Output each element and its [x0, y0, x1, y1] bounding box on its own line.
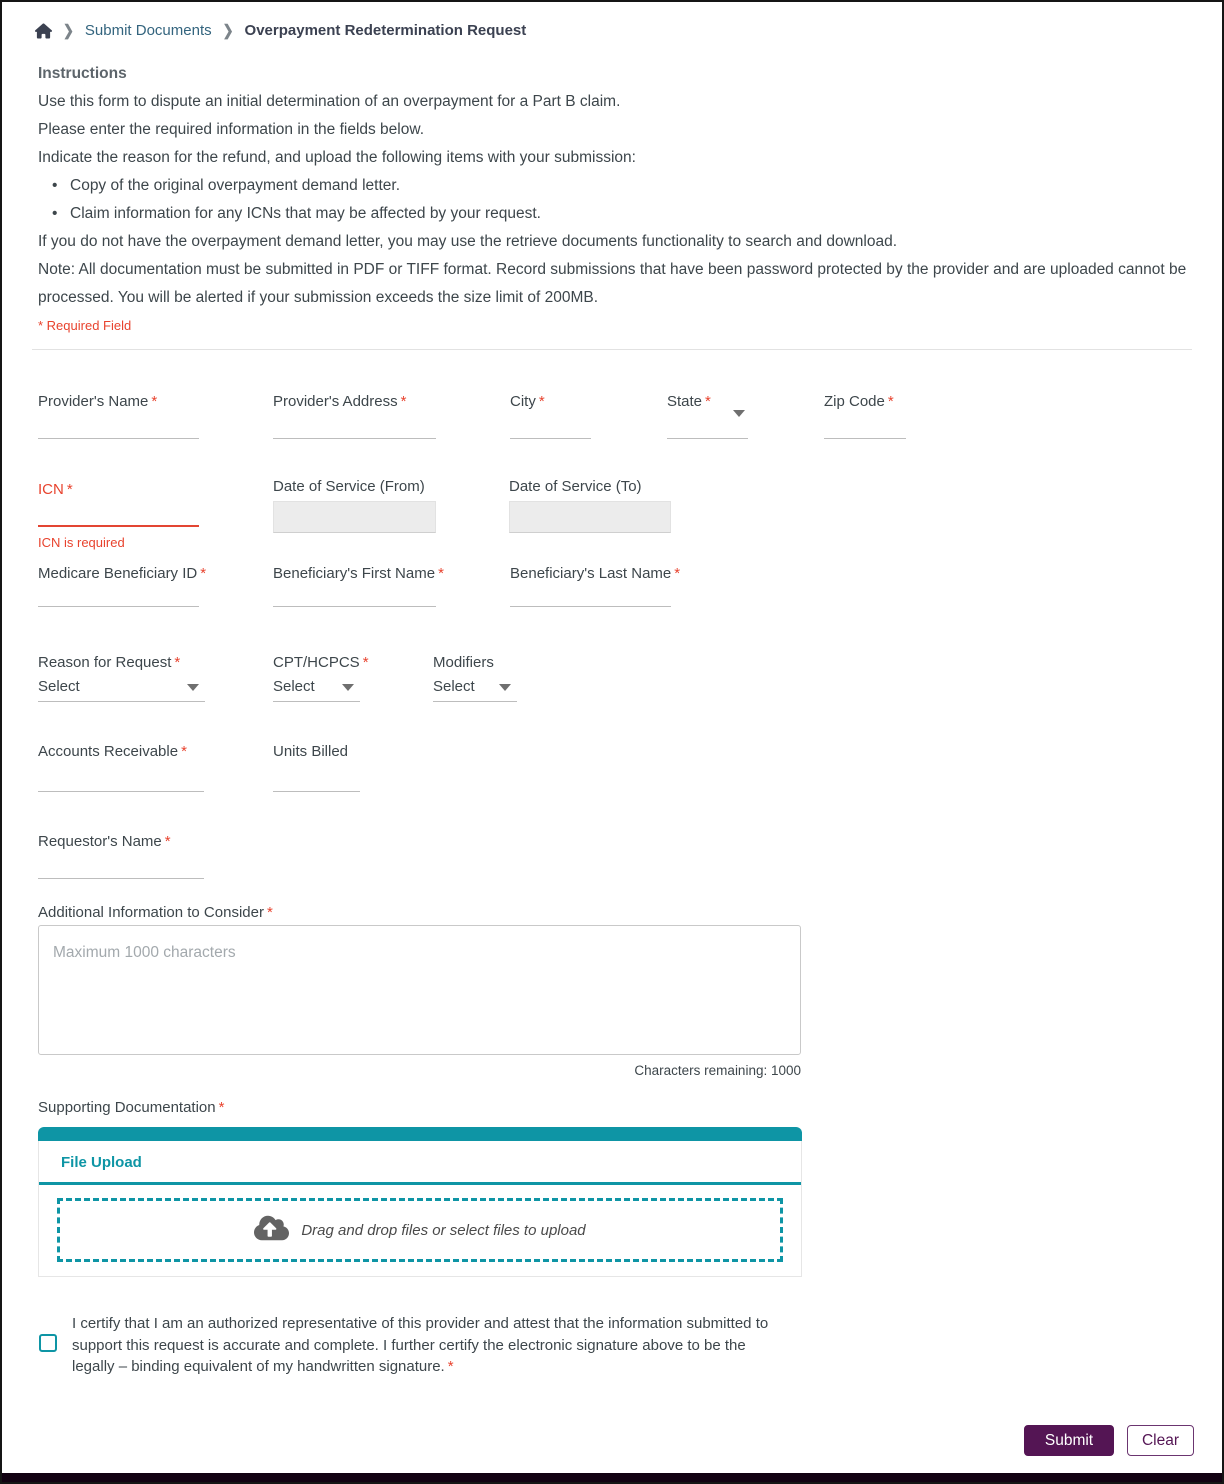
select-value: Select [273, 678, 315, 695]
reason-for-request-select[interactable] [38, 675, 205, 702]
provider-name-input[interactable] [38, 415, 199, 439]
reason-for-request-field [38, 654, 205, 702]
required-asterisk: * [362, 654, 369, 671]
state-field [667, 393, 748, 439]
clear-button[interactable]: Clear [1127, 1425, 1194, 1456]
certification-text: I certify that I am an authorized representative of this provider and attest that the information submitted to support this request is accurate and complete. I further certify the electronic signature above to be the legally – binding equivalent of my handwritten signature. * [72, 1315, 769, 1375]
requestor-name-label: Requestor's Name [38, 833, 162, 850]
cloud-upload-icon [254, 1214, 289, 1247]
icn-label: ICN [38, 481, 64, 498]
zip-code-input[interactable] [824, 415, 906, 439]
instructions-heading: Instructions [38, 65, 127, 82]
cpt-hcpcs-label: CPT/HCPCS [273, 654, 360, 671]
icn-input[interactable] [38, 503, 199, 527]
icn-field [38, 481, 199, 550]
cpt-hcpcs-select[interactable] [273, 675, 360, 702]
file-upload-card [38, 1127, 802, 1277]
reason-for-request-label: Reason for Request [38, 654, 172, 671]
chevron-down-icon [187, 684, 199, 691]
beneficiary-first-name-input[interactable] [273, 583, 436, 607]
required-field-note: * Required Field [38, 318, 132, 333]
state-label: State [667, 393, 703, 410]
chevron-right-icon: ❯ [63, 21, 74, 39]
provider-address-field [273, 393, 436, 439]
beneficiary-last-name-label: Beneficiary's Last Name [510, 565, 672, 582]
city-field [510, 393, 591, 439]
submit-button[interactable]: Submit [1024, 1425, 1114, 1456]
required-asterisk: * [447, 1358, 454, 1375]
required-asterisk: * [266, 904, 273, 921]
dropzone-text: Drag and drop files or select files to upload [301, 1221, 586, 1239]
instruction-line: Please enter the required information in the fields below. [38, 121, 425, 138]
upload-card-header-bar [38, 1127, 802, 1141]
instruction-line: If you do not have the overpayment demand letter, you may use the retrieve documents functionality to search and download. [38, 233, 898, 250]
footer-bar [2, 1473, 1222, 1482]
supporting-documentation-label: Supporting Documentation * [38, 1099, 225, 1116]
file-upload-tab[interactable]: File Upload [61, 1154, 142, 1171]
required-asterisk: * [164, 833, 171, 850]
icn-error: ICN is required [38, 535, 125, 550]
required-asterisk: * [538, 393, 545, 410]
required-asterisk: * [151, 393, 158, 410]
characters-remaining-counter: Characters remaining: 1000 [634, 1063, 801, 1078]
provider-address-label: Provider's Address [273, 393, 398, 410]
dos-to-field [509, 478, 671, 533]
cpt-hcpcs-field [273, 654, 369, 702]
section-divider [32, 349, 1192, 350]
required-asterisk: * [887, 393, 894, 410]
required-asterisk: * [705, 393, 711, 410]
additional-info-label: Additional Information to Consider * [38, 904, 273, 921]
provider-name-label: Provider's Name [38, 393, 149, 410]
required-asterisk: * [400, 393, 407, 410]
required-asterisk: * [218, 1099, 225, 1116]
breadcrumb [35, 22, 526, 39]
certify-checkbox[interactable] [39, 1334, 57, 1352]
chevron-down-icon [499, 684, 511, 691]
chevron-right-icon: ❯ [222, 21, 234, 39]
zip-code-label: Zip Code [824, 393, 885, 410]
beneficiary-last-name-field [510, 565, 681, 607]
required-asterisk: * [200, 565, 207, 582]
dos-from-input [273, 501, 436, 533]
bullet-item: • Claim information for any ICNs that may be affected by your request. [52, 200, 1193, 228]
accounts-receivable-input[interactable] [38, 768, 204, 792]
bullet-item: • Copy of the original overpayment demand letter. [52, 172, 1193, 200]
units-billed-label: Units Billed [273, 743, 349, 760]
city-input[interactable] [510, 415, 591, 439]
dos-from-field [273, 478, 436, 533]
instruction-bullets [38, 172, 1193, 228]
units-billed-input[interactable] [273, 768, 360, 792]
modifiers-label: Modifiers [433, 654, 494, 671]
breadcrumb-link-submit-documents[interactable]: Submit Documents [84, 22, 212, 39]
beneficiary-first-name-label: Beneficiary's First Name [273, 565, 436, 582]
breadcrumb-current: Overpayment Redetermination Request [244, 22, 527, 39]
instruction-line: Indicate the reason for the refund, and upload the following items with your submission: [38, 149, 636, 166]
home-icon[interactable] [35, 23, 52, 39]
medicare-beneficiary-id-input[interactable] [38, 583, 199, 607]
required-asterisk: * [174, 654, 181, 671]
chevron-down-icon [342, 684, 354, 691]
city-label: City [510, 393, 536, 410]
select-value: Select [433, 678, 475, 695]
dos-to-label: Date of Service (To) [509, 478, 642, 495]
accounts-receivable-label: Accounts Receivable [38, 743, 179, 760]
dos-to-input [509, 501, 671, 533]
instruction-note: Note: All documentation must be submitted in PDF or TIFF format. Record submissions that have been password protected by the provider and are uploaded cannot be processed. You will be alerted if your submission exceeds the size limit of 200MB. [38, 261, 1187, 306]
medicare-beneficiary-id-field [38, 565, 207, 607]
additional-info-textarea[interactable] [38, 925, 801, 1055]
chevron-down-icon [733, 417, 745, 434]
required-asterisk: * [66, 481, 73, 498]
beneficiary-last-name-input[interactable] [510, 583, 671, 607]
instructions-section [38, 60, 1193, 340]
provider-address-input[interactable] [273, 415, 436, 439]
instruction-line: Use this form to dispute an initial determination of an overpayment for a Part B claim. [38, 93, 621, 110]
requestor-name-input[interactable] [38, 855, 204, 879]
provider-name-field [38, 393, 199, 439]
requestor-name-field [38, 833, 204, 879]
dos-from-label: Date of Service (From) [273, 478, 425, 495]
required-asterisk: * [674, 565, 681, 582]
accounts-receivable-field [38, 743, 204, 792]
modifiers-select[interactable] [433, 675, 517, 702]
beneficiary-first-name-field [273, 565, 444, 607]
required-asterisk: * [181, 743, 187, 760]
modifiers-field [433, 654, 517, 702]
units-billed-field [273, 743, 360, 792]
upload-dropzone[interactable] [57, 1198, 783, 1262]
select-value: Select [38, 678, 80, 695]
zip-code-field [824, 393, 906, 439]
required-asterisk: * [438, 565, 444, 582]
medicare-beneficiary-id-label: Medicare Beneficiary ID [38, 565, 198, 582]
